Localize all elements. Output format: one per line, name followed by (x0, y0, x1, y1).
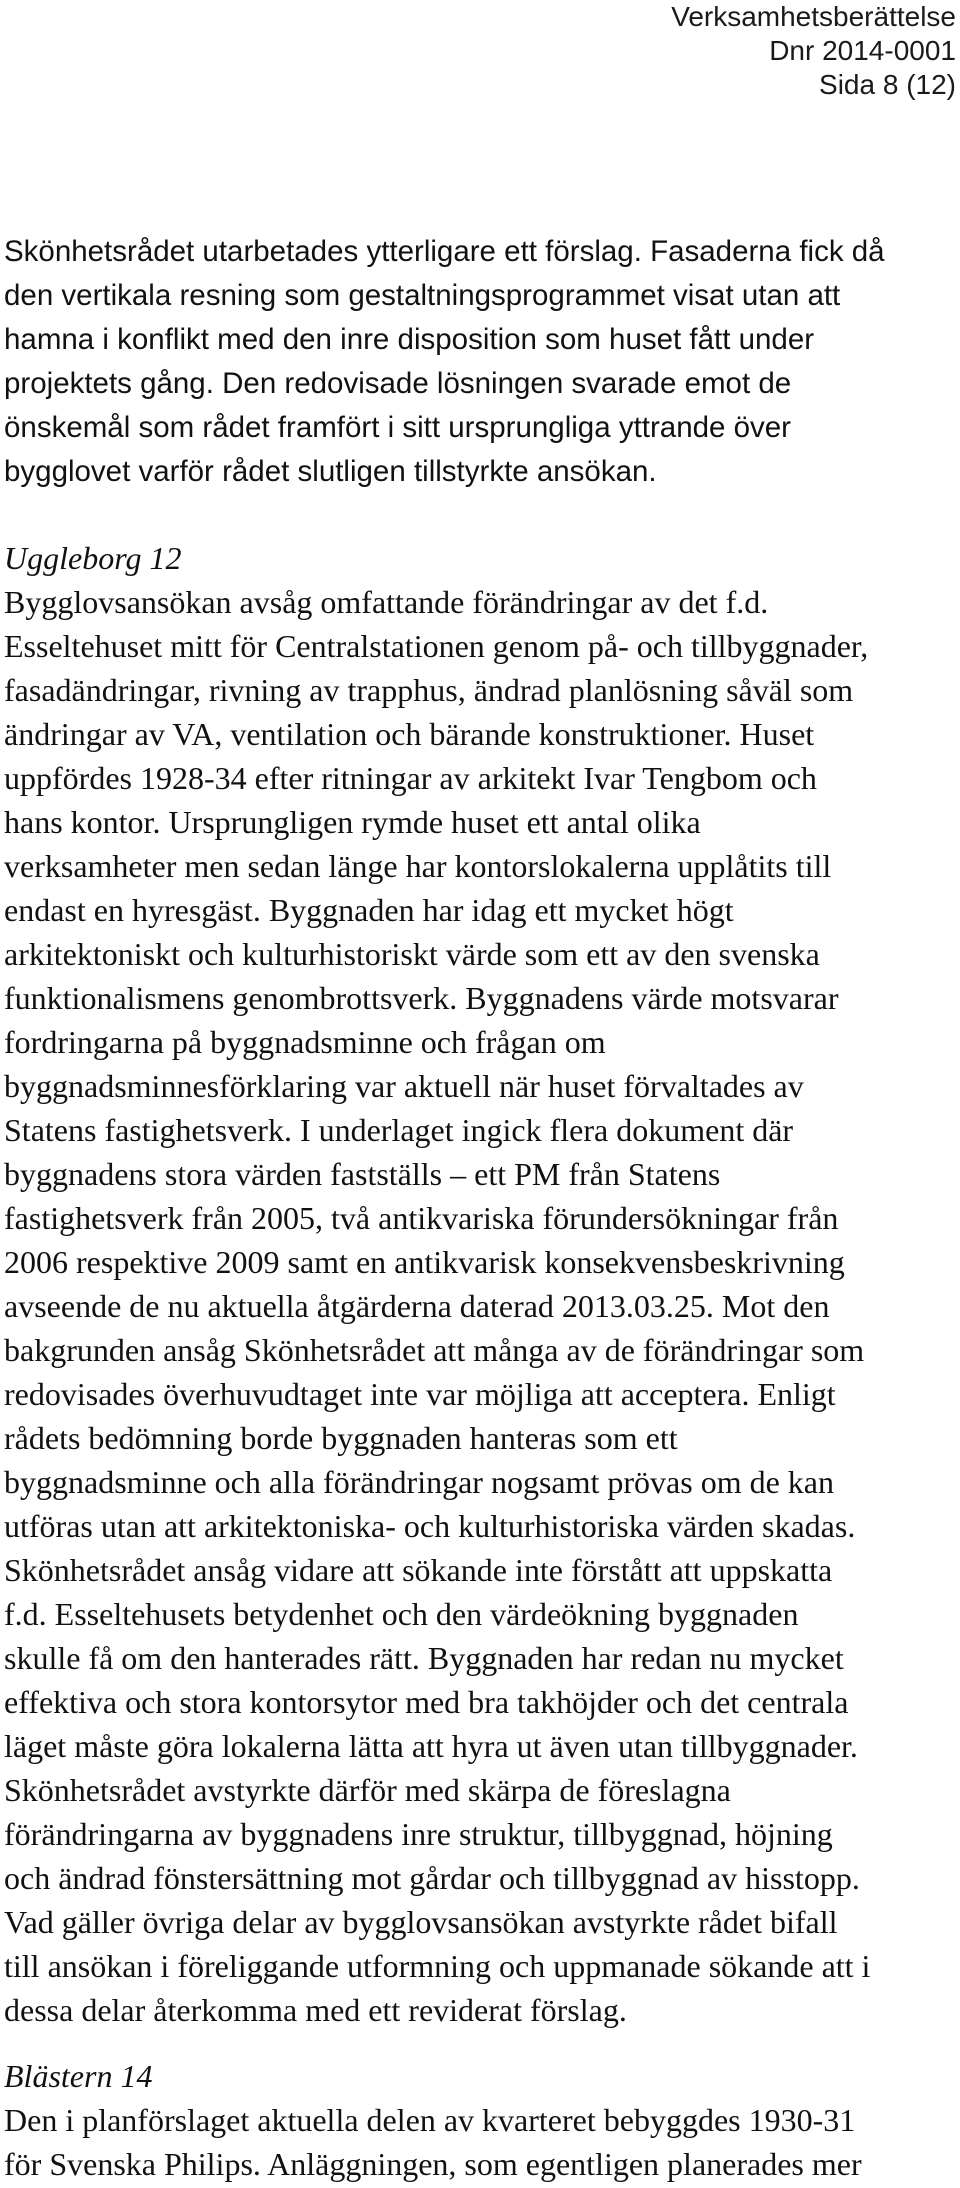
text-line: redovisades överhuvudtaget inte var möjliga att acceptera. Enligt (4, 1376, 836, 1412)
document-number: Dnr 2014-0001 (769, 35, 956, 66)
text-line: Esseltehuset mitt för Centralstationen genom på- och tillbyggnader, (4, 628, 869, 664)
text-line: Bygglovsansökan avsåg omfattande förändringar av det f.d. (4, 584, 769, 620)
text-line: skulle få om den hanterades rätt. Byggnaden har redan nu mycket (4, 1640, 844, 1676)
text-line: f.d. Esseltehusets betydenhet och den värdeökning byggnaden (4, 1596, 799, 1632)
text-line: arkitektoniskt och kulturhistoriskt värde som ett av den svenska (4, 936, 820, 972)
section-blastern (4, 2054, 958, 2186)
text-line: Skönhetsrådet utarbetades ytterligare ett förslag. Fasaderna fick då (4, 235, 885, 268)
text-line: bygglovet varför rådet slutligen tillstyrkte ansökan. (4, 455, 657, 488)
text-line: den vertikala resning som gestaltningsprogrammet visat utan att (4, 279, 841, 312)
text-line: funktionalismens genombrottsverk. Byggnadens värde motsvarar (4, 980, 839, 1016)
intro-paragraph (4, 230, 958, 494)
text-line: förändringarna av byggnadens inre struktur, tillbyggnad, höjning (4, 1816, 833, 1852)
text-line: för Svenska Philips. Anläggningen, som egentligen planerades mer (4, 2146, 862, 2182)
text-line: bakgrunden ansåg Skönhetsrådet att många av de förändringar som (4, 1332, 865, 1368)
text-line: rådets bedömning borde byggnaden hanteras som ett (4, 1420, 678, 1456)
text-line: endast en hyresgäst. Byggnaden har idag ett mycket högt (4, 892, 734, 928)
text-line: byggnadens stora värden fastställs – ett PM från Statens (4, 1156, 721, 1192)
text-line: byggnadsminnesförklaring var aktuell när huset förvaltades av (4, 1068, 804, 1104)
section-body (4, 2098, 958, 2186)
text-line: Vad gäller övriga delar av bygglovsansökan avstyrkte rådet bifall (4, 1904, 838, 1940)
section-body (4, 580, 958, 2032)
section-uggleborg (4, 536, 958, 2032)
text-line: byggnadsminne och alla förändringar nogsamt prövas om de kan (4, 1464, 834, 1500)
text-line: ändringar av VA, ventilation och bärande konstruktioner. Huset (4, 716, 815, 752)
text-line: utföras utan att arkitektoniska- och kulturhistoriska värden skadas. (4, 1508, 856, 1544)
text-line: hans kontor. Ursprungligen rymde huset ett antal olika (4, 804, 701, 840)
text-line: dessa delar återkomma med ett reviderat förslag. (4, 1992, 627, 2028)
page-number: Sida 8 (12) (819, 69, 956, 100)
section-heading: Blästern 14 (4, 2058, 153, 2094)
text-line: Statens fastighetsverk. I underlaget ingick flera dokument där (4, 1112, 794, 1148)
text-line: uppfördes 1928-34 efter ritningar av arkitekt Ivar Tengbom och (4, 760, 817, 796)
text-line: Den i planförslaget aktuella delen av kvarteret bebyggdes 1930-31 (4, 2102, 856, 2138)
document-type: Verksamhetsberättelse (671, 1, 956, 32)
text-line: effektiva och stora kontorsytor med bra takhöjder och det centrala (4, 1684, 849, 1720)
text-line: Skönhetsrådet avstyrkte därför med skärpa de föreslagna (4, 1772, 731, 1808)
text-line: önskemål som rådet framfört i sitt ursprungliga yttrande över (4, 411, 791, 444)
text-line: verksamheter men sedan länge har kontorslokalerna upplåtits till (4, 848, 832, 884)
text-line: och ändrad fönstersättning mot gårdar och tillbyggnad av hisstopp. (4, 1860, 860, 1896)
text-line: Skönhetsrådet ansåg vidare att sökande inte förstått att uppskatta (4, 1552, 833, 1588)
text-line: fordringarna på byggnadsminne och frågan om (4, 1024, 606, 1060)
text-line: 2006 respektive 2009 samt en antikvarisk konsekvensbeskrivning (4, 1244, 845, 1280)
text-line: fasadändringar, rivning av trapphus, ändrad planlösning såväl som (4, 672, 854, 708)
text-line: fastighetsverk från 2005, två antikvariska förundersökningar från (4, 1200, 839, 1236)
text-line: projektets gång. Den redovisade lösningen svarade emot de (4, 367, 792, 400)
text-line: till ansökan i föreliggande utformning och uppmanade sökande att i (4, 1948, 871, 1984)
text-line: läget måste göra lokalerna lätta att hyra ut även utan tillbyggnader. (4, 1728, 858, 1764)
text-line: hamna i konflikt med den inre disposition som huset fått under (4, 323, 815, 356)
text-line: avseende de nu aktuella åtgärderna daterad 2013.03.25. Mot den (4, 1288, 830, 1324)
page-header (671, 0, 956, 102)
section-heading: Uggleborg 12 (4, 540, 182, 576)
